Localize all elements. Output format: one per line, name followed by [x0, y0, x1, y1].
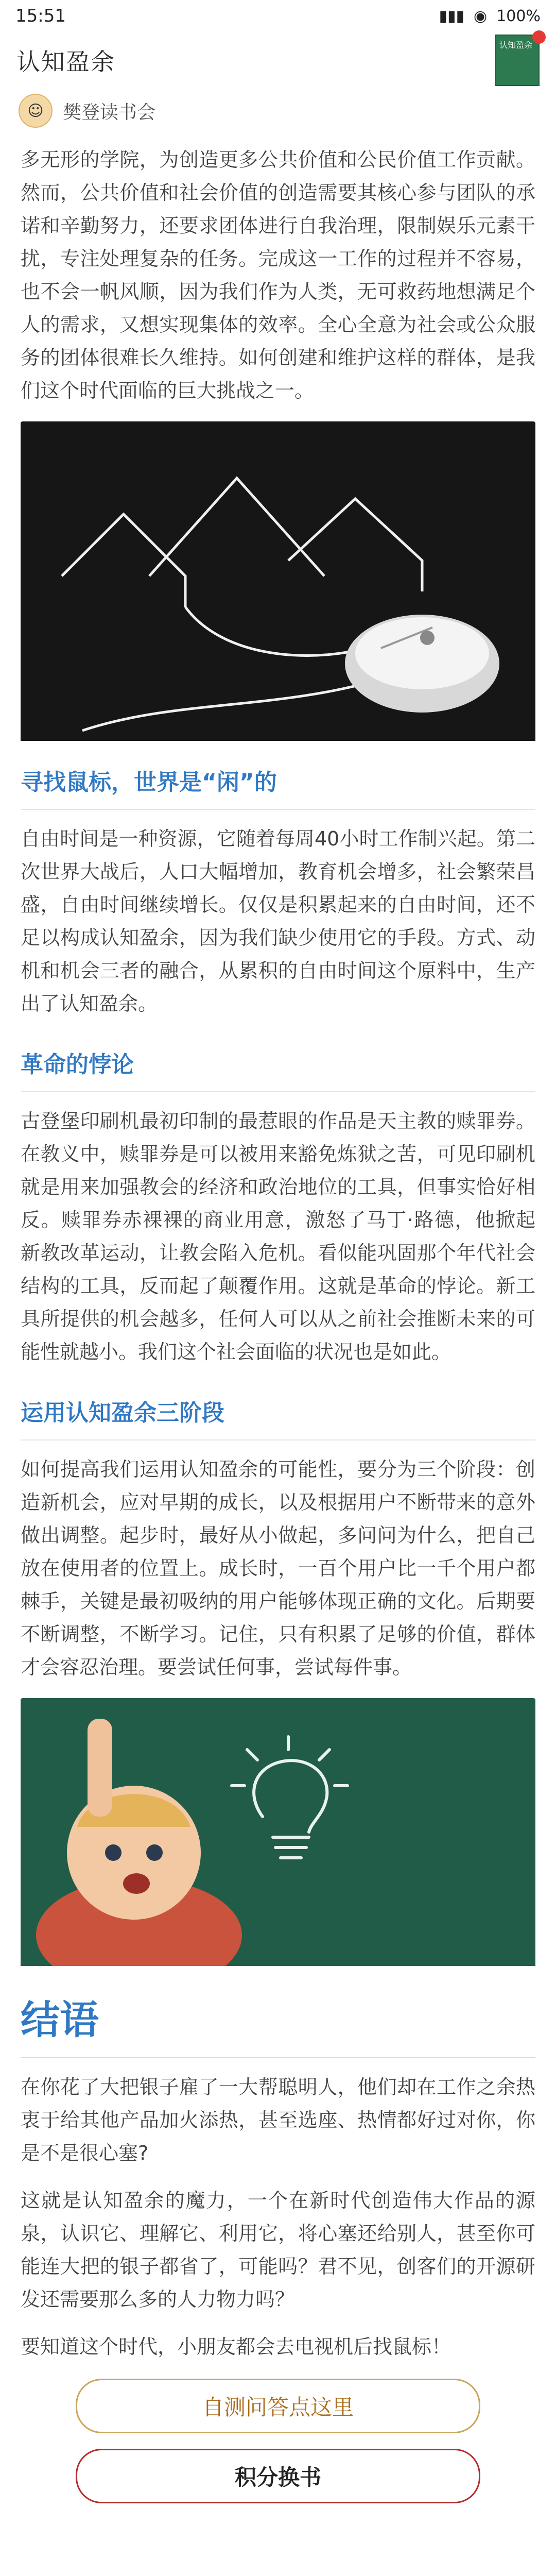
author-name[interactable]: 樊登读书会: [63, 101, 156, 123]
battery-level: 100%: [496, 7, 541, 25]
status-bar: [0, 0, 556, 32]
section-title-paradox: 革命的悖论: [21, 1046, 535, 1092]
conclusion-title: 结语: [21, 1989, 535, 2058]
notification-dot: [532, 30, 546, 44]
quiz-button[interactable]: 自测问答点这里: [76, 2379, 480, 2433]
wifi-icon: ◉: [474, 7, 488, 25]
author-row: [0, 89, 556, 143]
child-lightbulb-image: [21, 1698, 535, 1968]
section-title-three-stages: 运用认知盈余三阶段: [21, 1394, 535, 1440]
child-lightbulb-illustration: [21, 1698, 535, 1966]
paragraph-three-stages: 如何提高我们运用认知盈余的可能性，要分为三个阶段：创造新机会，应对早期的成长，以及根据用户不断带来的意外做出调整。起步时，最好从小做起，多问问为什么，把自己放在使用者的位置上。成长时，一百个用户比一千个用户都棘手，关键是最初吸纳的用户能够体现正确的文化。后期要不断调整，不断学习。记住，只有积累了足够的价值，群体才会容忍治理。要尝试任何事，尝试每件事。: [21, 1458, 535, 1679]
paragraph-conclusion-2: 这就是认知盈余的魔力，一个在新时代创造伟大作品的源泉，认识它、理解它、利用它，将心塞还给别人，甚至你可能连大把的银子都省了，可能吗？君不见，创客们的开源研发还需要那么多的人力物力吗？: [21, 2189, 535, 2311]
exchange-book-button[interactable]: 积分换书: [76, 2449, 480, 2503]
article-body: [0, 143, 556, 2503]
paragraph-conclusion-1: 在你花了大把银子雇了一大帮聪明人，他们却在工作之余热衷于给其他产品加火添热，甚至选座、热情都好过对你，你是不是很心塞?: [21, 2076, 535, 2164]
paragraph-conclusion-3: 要知道这个时代，小朋友都会去电视机后找鼠标！: [21, 2335, 451, 2358]
article-header: [0, 32, 556, 89]
signal-icon: ▮▮▮: [439, 7, 465, 25]
section-title-mouse: 寻找鼠标，世界是“闲”的: [21, 764, 535, 810]
mouse-house-illustration: [21, 421, 535, 741]
status-time: 15:51: [15, 6, 66, 26]
avatar[interactable]: ☺: [19, 94, 53, 128]
book-cover-text: 认知盈余: [499, 40, 533, 50]
mouse-house-image: [21, 421, 535, 743]
status-right: [439, 7, 541, 25]
paragraph-intro: 多无形的学院，为创造更多公共价值和公民价值工作贡献。然而，公共价值和社会价值的创造需要其核心参与团队的承诺和辛勤努力，还要求团体进行自我治理，限制娱乐元素干扰，专注处理复杂的任务。完成这一工作的过程并不容易，也不会一帆风顺，因为我们作为人类，无可救药地想满足个人的需求，又想实现集体的效率。全心全意为社会或公众服务的团体很难长久维持。如何创建和维护这样的群体，是我们这个时代面临的巨大挑战之一。: [21, 148, 535, 402]
article-title: 认知盈余: [16, 48, 115, 76]
paragraph-paradox: 古登堡印刷机最初印制的最惹眼的作品是天主教的赎罪券。在教义中，赎罪券是可以被用来豁免炼狱之苦，可见印刷机就是用来加强教会的经济和政治地位的工具，但事实恰好相反。赎罪券赤裸裸的商业用意，激怒了马丁·路德，他掀起新教改革运动，让教会陷入危机。看似能巩固那个年代社会结构的工具，反而起了颠覆作用。这就是革命的悖论。新工具所提供的机会越多，任何人可以从之前社会推断未来的可能性就越小。我们这个社会面临的状况也是如此。: [21, 1110, 535, 1363]
book-cover-thumbnail[interactable]: [495, 35, 540, 86]
paragraph-free-time: 自由时间是一种资源，它随着每周40小时工作制兴起。第二次世界大战后，人口大幅增加，教育机会增多，社会繁荣昌盛，自由时间继续增长。仅仅是积累起来的自由时间，还不足以构成认知盈余，因为我们缺少使用它的手段。方式、动机和机会三者的融合，从累积的自由时间这个原料中，生产出了认知盈余。: [21, 827, 535, 1015]
